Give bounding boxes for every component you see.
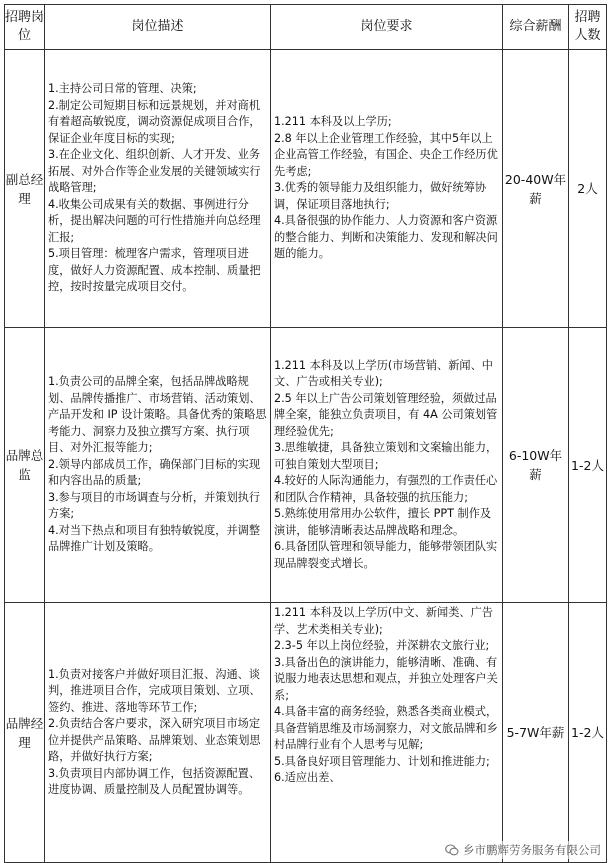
description-item: 3.参与项目的市场调查与分析，并策划执行方案; bbox=[48, 490, 261, 521]
description-item: 5.项目管理：梳理客户需求，管理项目进度，做好人力资源配置、成本控制、质量把控，按时按量完成项目交付。 bbox=[48, 247, 261, 294]
count-cell: 2人 bbox=[569, 50, 607, 328]
count-cell: 1-2人 bbox=[569, 603, 607, 863]
recruitment-table bbox=[4, 4, 607, 863]
description-item: 3.在企业文化、组织创新、人才开发、业务拓展、对外合作等企业发展的关键领域实行战略管理; bbox=[48, 148, 261, 195]
table-row bbox=[5, 603, 607, 863]
header-salary: 综合薪酬 bbox=[503, 5, 569, 50]
description-cell bbox=[45, 328, 271, 603]
header-description: 岗位描述 bbox=[45, 5, 271, 50]
requirement-item: 2.8 年以上企业管理工作经验，其中5年以上企业高管工作经验，有国企、央企工作经历优先考虑; bbox=[274, 131, 498, 178]
description-cell bbox=[45, 50, 271, 328]
header-count: 招聘人数 bbox=[569, 5, 607, 50]
header-position: 招聘岗位 bbox=[5, 5, 45, 50]
description-item: 1.主持公司日常的管理、决策; bbox=[48, 82, 197, 96]
requirements-cell bbox=[271, 603, 503, 863]
requirement-item: 1.211 本科及以上学历; bbox=[274, 115, 392, 129]
requirement-item: 5.熟练使用常用办公软件，擅长 PPT 制作及演讲，能够清晰表达品牌战略和理念。 bbox=[274, 507, 492, 537]
description-item: 1.负责公司的品牌全案，包括品牌战略规划、品牌传播推广、市场营销、活动策划、产品开发和 IP 设计策略。具备优秀的策略思考能力、洞察力及独立撰写方案、执行项目、对外汇报等能力; bbox=[48, 375, 267, 455]
position-cell: 品牌经理 bbox=[5, 603, 45, 863]
position-cell: 品牌总监 bbox=[5, 328, 45, 603]
requirements-cell bbox=[271, 328, 503, 603]
description-item: 2.领导内部成员工作，确保部门目标的实现和内容出品的质量; bbox=[48, 457, 261, 488]
requirement-item: 4.具备很强的协作能力、人力资源和客户资源的整合能力、判断和决策能力、发现和解决问题的能力。 bbox=[274, 214, 498, 261]
requirement-item: 6.适应出差、 bbox=[274, 771, 341, 784]
watermark-text: 乡市鹏辉劳务服务有限公司 bbox=[463, 843, 601, 857]
count-cell: 1-2人 bbox=[569, 328, 607, 603]
table-row bbox=[5, 328, 607, 603]
watermark bbox=[442, 841, 604, 859]
requirement-item: 1.211 本科及以上学历(市场营销、新闻、中文、广告或相关专业); bbox=[274, 358, 493, 389]
table-header-row bbox=[5, 5, 607, 50]
requirement-item: 2.5 年以上广告公司策划管理经验，须做过品牌全案，能独立负责项目，有 4A 公司策划管理经验优先; bbox=[274, 391, 498, 438]
requirement-item: 1.211 本科及以上学历(中文、新闻类、广告学、艺术类相关专业); bbox=[274, 606, 493, 636]
description-item: 3.负责项目内部协调工作，包括资源配置、进度协调、质量控制及人员配置协调等。 bbox=[48, 766, 261, 796]
requirement-item: 3.思维敏捷，具备独立策划和文案输出能力，可独自策划大型项目; bbox=[274, 441, 498, 471]
salary-cell: 5-7W年薪 bbox=[503, 603, 569, 863]
requirement-item: 3.具备出色的演讲能力，能够清晰、准确、有说服力地表达思想和观点，并独立处理客户关系; bbox=[274, 655, 498, 702]
description-item: 2.负责结合客户要求，深入研究项目市场定位并提供产品策略、品牌策划、业态策划思路，并做好执行方案; bbox=[48, 717, 261, 763]
requirement-item: 3.优秀的领导能力及组织能力，做好统筹协调，保证项目落地执行; bbox=[274, 181, 487, 211]
header-requirements: 岗位要求 bbox=[271, 5, 503, 50]
salary-cell: 20-40W年薪 bbox=[503, 50, 569, 328]
requirement-item: 2.3-5 年以上岗位经验，并深耕农文旅行业; bbox=[274, 639, 490, 652]
requirement-item: 5.具备良好项目管理能力、计划和推进能力; bbox=[274, 754, 490, 768]
description-cell bbox=[45, 603, 271, 863]
description-item: 4.对当下热点和项目有独特敏锐度，并调整品牌推广计划及策略。 bbox=[48, 523, 261, 554]
requirements-cell bbox=[271, 50, 503, 328]
wechat-icon bbox=[445, 843, 459, 857]
description-item: 2.制定公司短期目标和远景规划，并对商机有着超高敏锐度，调动资源促成项目合作，保证企业年度目标的实现; bbox=[48, 98, 261, 145]
salary-cell: 6-10W年薪 bbox=[503, 328, 569, 603]
description-item: 4.收集公司成果有关的数据、事例进行分析，提出解决问题的可行性措施并向总经理汇报; bbox=[48, 197, 261, 244]
requirement-item: 4.较好的人际沟通能力，有强烈的工作责任心和团队合作精神，具备较强的抗压能力; bbox=[274, 474, 498, 504]
requirement-item: 6.具备团队管理和领导能力，能够带领团队实现品牌裂变式增长。 bbox=[274, 540, 498, 570]
description-item: 1.负责对接客户并做好项目汇报、沟通、谈判，推进项目合作，完成项目策划、立项、签约、推进、落地等环节工作; bbox=[48, 667, 261, 714]
table-row bbox=[5, 50, 607, 328]
requirement-item: 4.具备丰富的商务经验，熟悉各类商业模式，具备营销思维及市场洞察力，对文旅品牌和乡村品牌行业有个人思考与见解; bbox=[274, 705, 498, 751]
position-cell: 副总经理 bbox=[5, 50, 45, 328]
